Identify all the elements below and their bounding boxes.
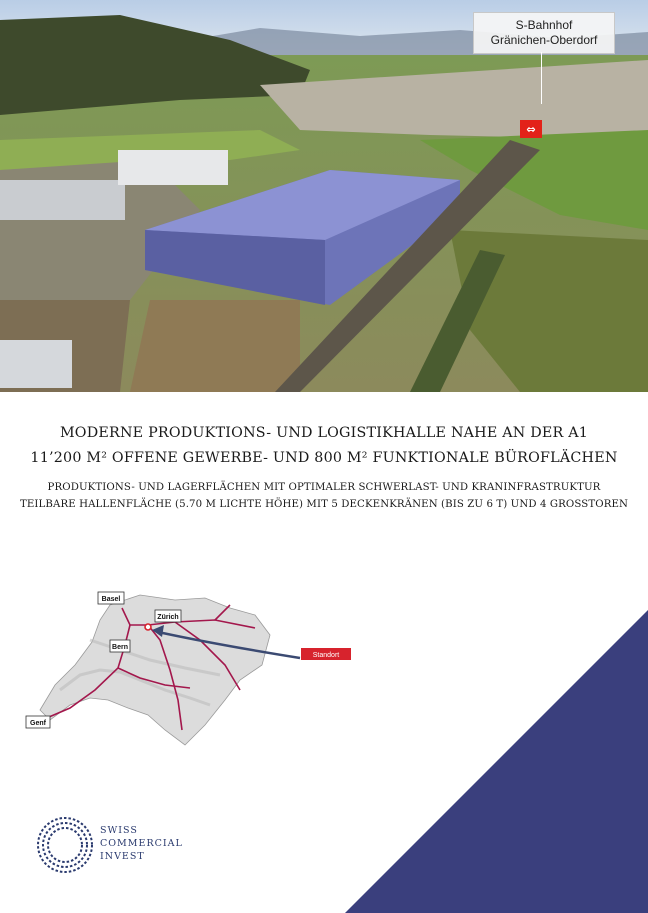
- svg-text:Zürich: Zürich: [157, 614, 179, 621]
- logo-wordmark: [100, 824, 183, 863]
- city-label-zurich: [155, 610, 181, 622]
- location-marker-icon: [145, 624, 151, 630]
- headline-line-2: 11’200 M² OFFENE GEWERBE- UND 800 M² FUNKTIONALE BÜROFLÄCHEN: [30, 450, 618, 466]
- city-label-basel: [98, 592, 124, 604]
- svg-text:Basel: Basel: [101, 596, 121, 603]
- subheadline-line-1: PRODUKTIONS- UND LAGERFLÄCHEN MIT OPTIMALER SCHWERLAST- UND KRANINFRASTRUKTUR: [47, 482, 601, 493]
- standort-marker: [301, 648, 351, 660]
- logo-line-2: COMMERCIAL: [100, 838, 183, 849]
- swiss-commercial-invest-logo-icon: [36, 816, 94, 874]
- switzerland-map: [0, 580, 380, 760]
- logo-line-3: INVEST: [100, 851, 145, 862]
- svg-text:Standort: Standort: [312, 652, 340, 659]
- callout-line-1: S-Bahnhof: [515, 18, 573, 32]
- city-label-genf: [26, 716, 50, 728]
- city-label-bern: [110, 640, 130, 652]
- callout-line-2: Gränichen-Oberdorf: [490, 33, 598, 47]
- headline-line-1: MODERNE PRODUKTIONS- UND LOGISTIKHALLE NAHE AN DER A1: [59, 425, 589, 441]
- sbb-train-icon: ⇔: [520, 120, 542, 138]
- svg-text:Bern: Bern: [112, 644, 128, 651]
- subheadline-line-2: TEILBARE HALLENFLÄCHE (5.70 M LICHTE HÖHE) MIT 5 DECKENKRÄNEN (BIS ZU 6 T) UND 4 GROSSTOREN: [19, 499, 629, 510]
- logo-line-1: SWISS: [100, 825, 138, 836]
- svg-text:Genf: Genf: [30, 720, 46, 727]
